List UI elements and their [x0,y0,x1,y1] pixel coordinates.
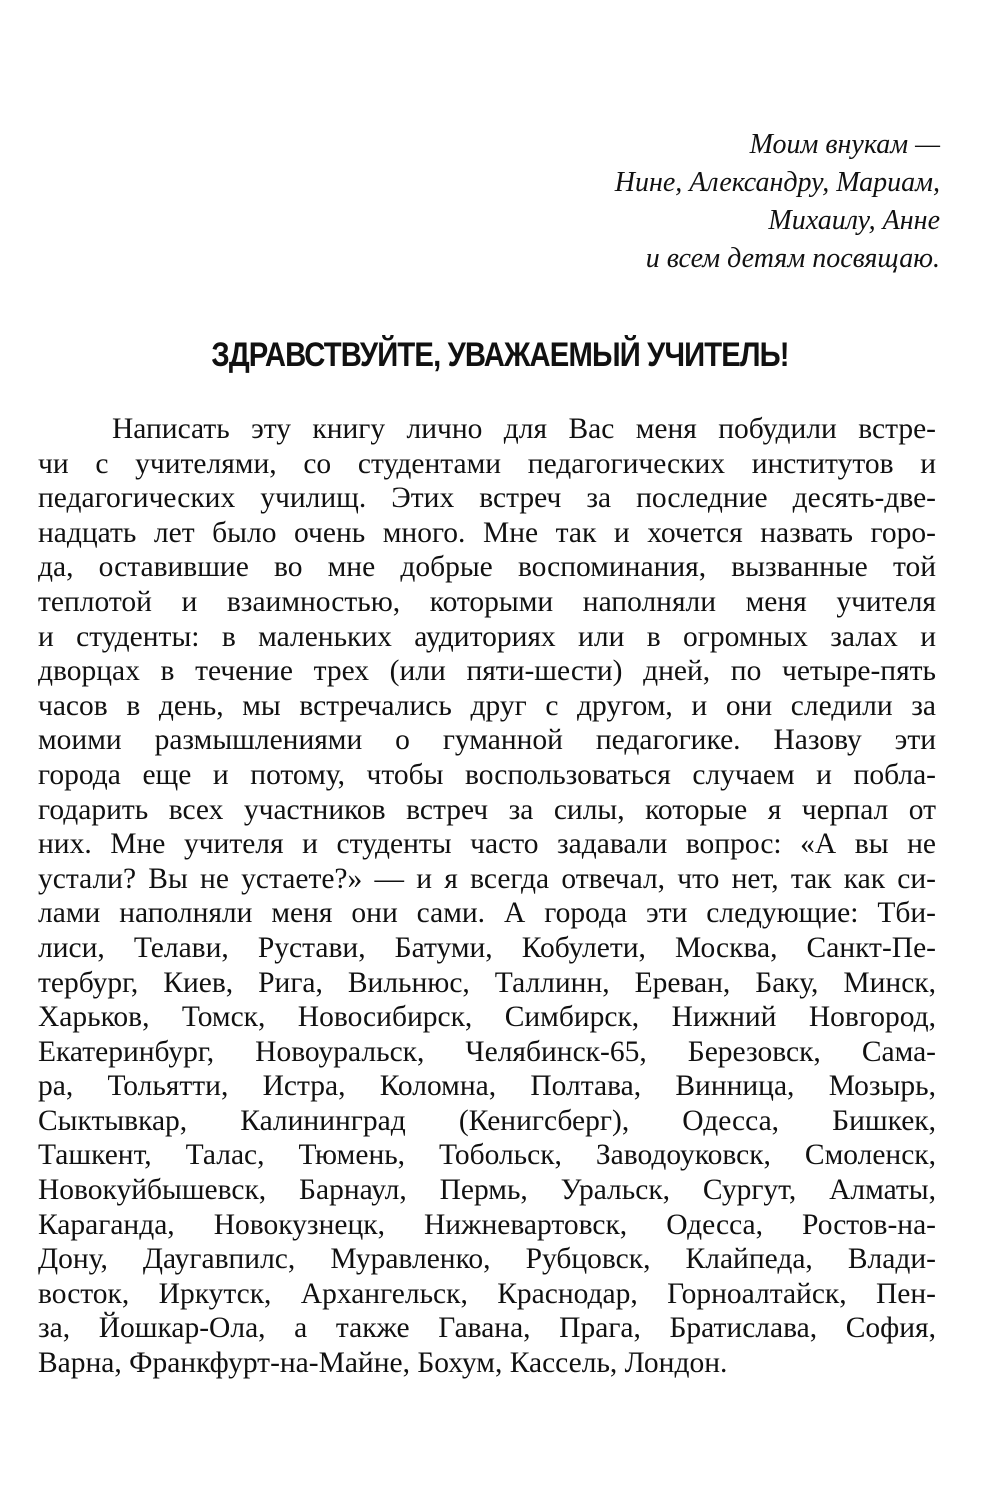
paragraph-line: педагогических училищ. Этих встреч за последние десять-две- [38,482,936,515]
paragraph-line: лиси, Телави, Рустави, Батуми, Кобулети, Москва, Санкт-Пе- [38,931,936,964]
paragraph-line: Варна, Франкфурт-на-Майне, Бохум, Кассель, Лондон. [38,1347,728,1380]
paragraph-line: теплотой и взаимностью, которыми наполняли меня учителя [38,585,936,618]
paragraph-line: моими размышлениями о гуманной педагогике. Назову эти [38,724,936,757]
dedication-line: и всем детям посвящаю. [645,243,940,274]
paragraph-line: Дону, Даугавпилс, Муравленко, Рубцовск, Клайпеда, Влади- [38,1243,936,1276]
paragraph-line: и студенты: в маленьких аудиториях или в огромных залах и [38,620,936,653]
paragraph-line: города еще и потому, чтобы воспользоваться случаем и побла- [38,758,936,791]
paragraph-line: годарить всех участников встреч за силы, которые я черпал от [38,793,936,826]
paragraph-line: за, Йошкар-Ола, а также Гавана, Прага, Братислава, София, [38,1312,936,1345]
paragraph-line: Написать эту книгу лично для Вас меня побудили встре- [112,413,936,445]
dedication-line: Нине, Александру, Мариам, [614,167,940,198]
paragraph-line: Караганда, Новокузнецк, Нижневартовск, Одесса, Ростов-на- [38,1208,936,1241]
paragraph-line: устали? Вы не устаете?» — и я всегда отвечал, что нет, так как си- [38,862,936,895]
paragraph-line: них. Мне учителя и студенты часто задавали вопрос: «А вы не [38,828,936,861]
paragraph-line: Харьков, Томск, Новосибирск, Симбирск, Нижний Новгород, [38,1001,936,1034]
paragraph-line: Екатеринбург, Новоуральск, Челябинск-65, Березовск, Сама- [38,1035,936,1068]
dedication-line: Моим внукам — [749,129,940,160]
dedication [340,126,940,278]
paragraph-line: надцать лет было очень много. Мне так и хочется назвать горо- [38,516,936,549]
paragraph-line: Новокуйбышевск, Барнаул, Пермь, Уральск, Сургут, Алматы, [38,1174,936,1207]
dedication-line: Михаилу, Анне [768,205,940,236]
paragraph-line: восток, Иркутск, Архангельск, Краснодар, Горноалтайск, Пен- [38,1277,936,1310]
paragraph-line: дворцах в течение трех (или пяти-шести) дней, по четыре-пять [38,655,936,688]
paragraph-line: Ташкент, Талас, Тюмень, Тобольск, Заводоуковск, Смоленск, [38,1139,936,1172]
paragraph-line: чи с учителями, со студентами педагогических институтов и [38,447,936,480]
paragraph-line: Сыктывкар, Калининград (Кенигсберг), Одесса, Бишкек, [38,1104,936,1137]
paragraph-line: тербург, Киев, Рига, Вильнюс, Таллинн, Ереван, Баку, Минск, [38,966,936,999]
body-paragraph [38,412,936,1381]
paragraph-line: часов в день, мы встречались друг с другом, и они следили за [38,689,936,722]
paragraph-line: ра, Тольятти, Истра, Коломна, Полтава, Винница, Мозырь, [38,1070,936,1103]
paragraph-line: лами наполняли меня они сами. А города эти следующие: Тби- [38,897,936,930]
chapter-title: ЗДРАВСТВУЙТЕ, УВАЖАЕМЫЙ УЧИТЕЛЬ! [211,336,789,374]
paragraph-line: да, оставившие во мне добрые воспоминания, вызванные той [38,551,936,584]
